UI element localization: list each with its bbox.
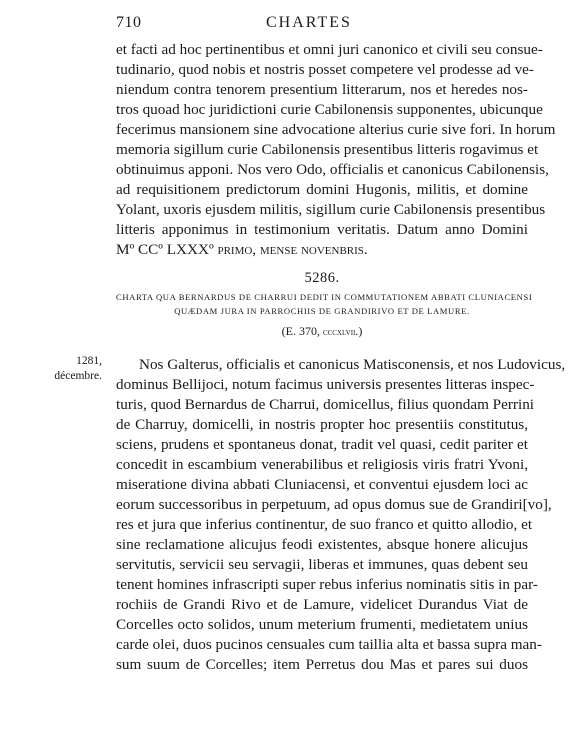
text-line: sciens, prudens et spontaneus donat, tradit vel quasi, cedit pariter et [116,436,528,453]
margin-date-year: 1281, [76,355,102,367]
charter-rubric-line: CHARTA QUA BERNARDUS DE CHARRUI DEDIT IN COMMUTATIONEM ABBATI CLUNIACENSI [116,292,533,302]
charter-reference [116,324,528,339]
text-line: rochiis de Grandi Rivo et de Lamure, videlicet Durandus Viat de [116,596,528,613]
running-title: CHARTES [266,14,352,31]
text-line: niendum contra tenorem presentium litterarum, nos et heredes nos- [116,81,528,98]
margin-date [30,354,102,384]
text-line: res et jura que inferius continentur, de suo franco et quitto allodio, et [116,516,533,533]
text-line: sum suum de Corcelles; item Perretus dou Mas et pares sui duos [116,656,528,673]
text-line: de Charruy, domicelli, in nostris propter hoc presentiis constitutus, [116,416,528,433]
reference-close: .) [355,324,363,338]
text-line: concedit in escambium venerabilibus et religiosis viris fratri Yvoni, [116,456,528,473]
text-line: dominus Bellijoci, notum facimus universis presentes litteras inspec- [116,376,535,393]
text-line: Nos Galterus, officialis et canonicus Matisconensis, et nos Ludovicus, [139,356,566,373]
text-line: sine reclamatione alicujus feodi existentes, absque honere alicujus [116,536,528,553]
text-line: miseratione divina abbati Cluniacensi, et conventui ejusdem loci ac [116,476,528,493]
text-line: litteris apponimus in testimonium veritatis. Datum anno Domini [116,221,528,238]
text-line: et facti ad hoc pertinentibus et omni juri canonico et civili seu consue- [116,41,543,58]
text-line: fecerimus mansionem sine advocatione alterius curie sive fori. In horum [116,121,556,138]
charter-rubric-line: QUÆDAM JURA IN PARROCHIIS DE GRANDIRIVO ET DE LAMURE. [174,306,470,316]
text-line: Corcelles octo solidos, unum meterium frumenti, medietatem unius [116,616,528,633]
text-line: obtinuimus apponi. Nos vero Odo, officialis et canonicus Cabilonensis, [116,161,549,178]
reference-open: (E. 370, [281,324,323,338]
text-line: carde olei, duos pucinos censuales cum taillia alta et bassa supra man- [116,636,542,653]
text-line: ad requisitionem predictorum domini Hugonis, militis, et domine [116,181,528,198]
text-line: turis, quod Bernardus de Charrui, domicellus, filius quondam Perrini [116,396,535,413]
reference-roman: cccxlvii [322,327,356,338]
dating-clause: Mº CCº LXXXº primo, mense novenbris. [116,241,368,258]
text-line: tudinario, quod nobis et nostris posset competere vel prodesse ad ve- [116,61,534,78]
text-line: tros quoad hoc juridictioni curie Cabilonensis supponentes, ubicunque [116,101,543,118]
page-number: 710 [116,14,142,31]
text-line: tenent homines infrascripti super rebus inferius nominatis sitis in par- [116,576,538,593]
text-line: memoria sigillum curie Cabilonensis presentibus litteris rogavimus et [116,141,539,158]
text-line: eorum successoribus in perpetuum, ad opus domus sue de Grandiri[vo], [116,496,552,513]
text-line: Yolant, uxoris ejusdem militis, sigillum curie Cabilonensis presentibus [116,201,546,218]
text-line: servitutis, servicii seu servagii, liberas et immunes, quas debent seu [116,556,528,573]
running-head [116,14,526,36]
charter-number: 5286. [304,270,340,286]
margin-date-month: décembre. [54,370,102,382]
